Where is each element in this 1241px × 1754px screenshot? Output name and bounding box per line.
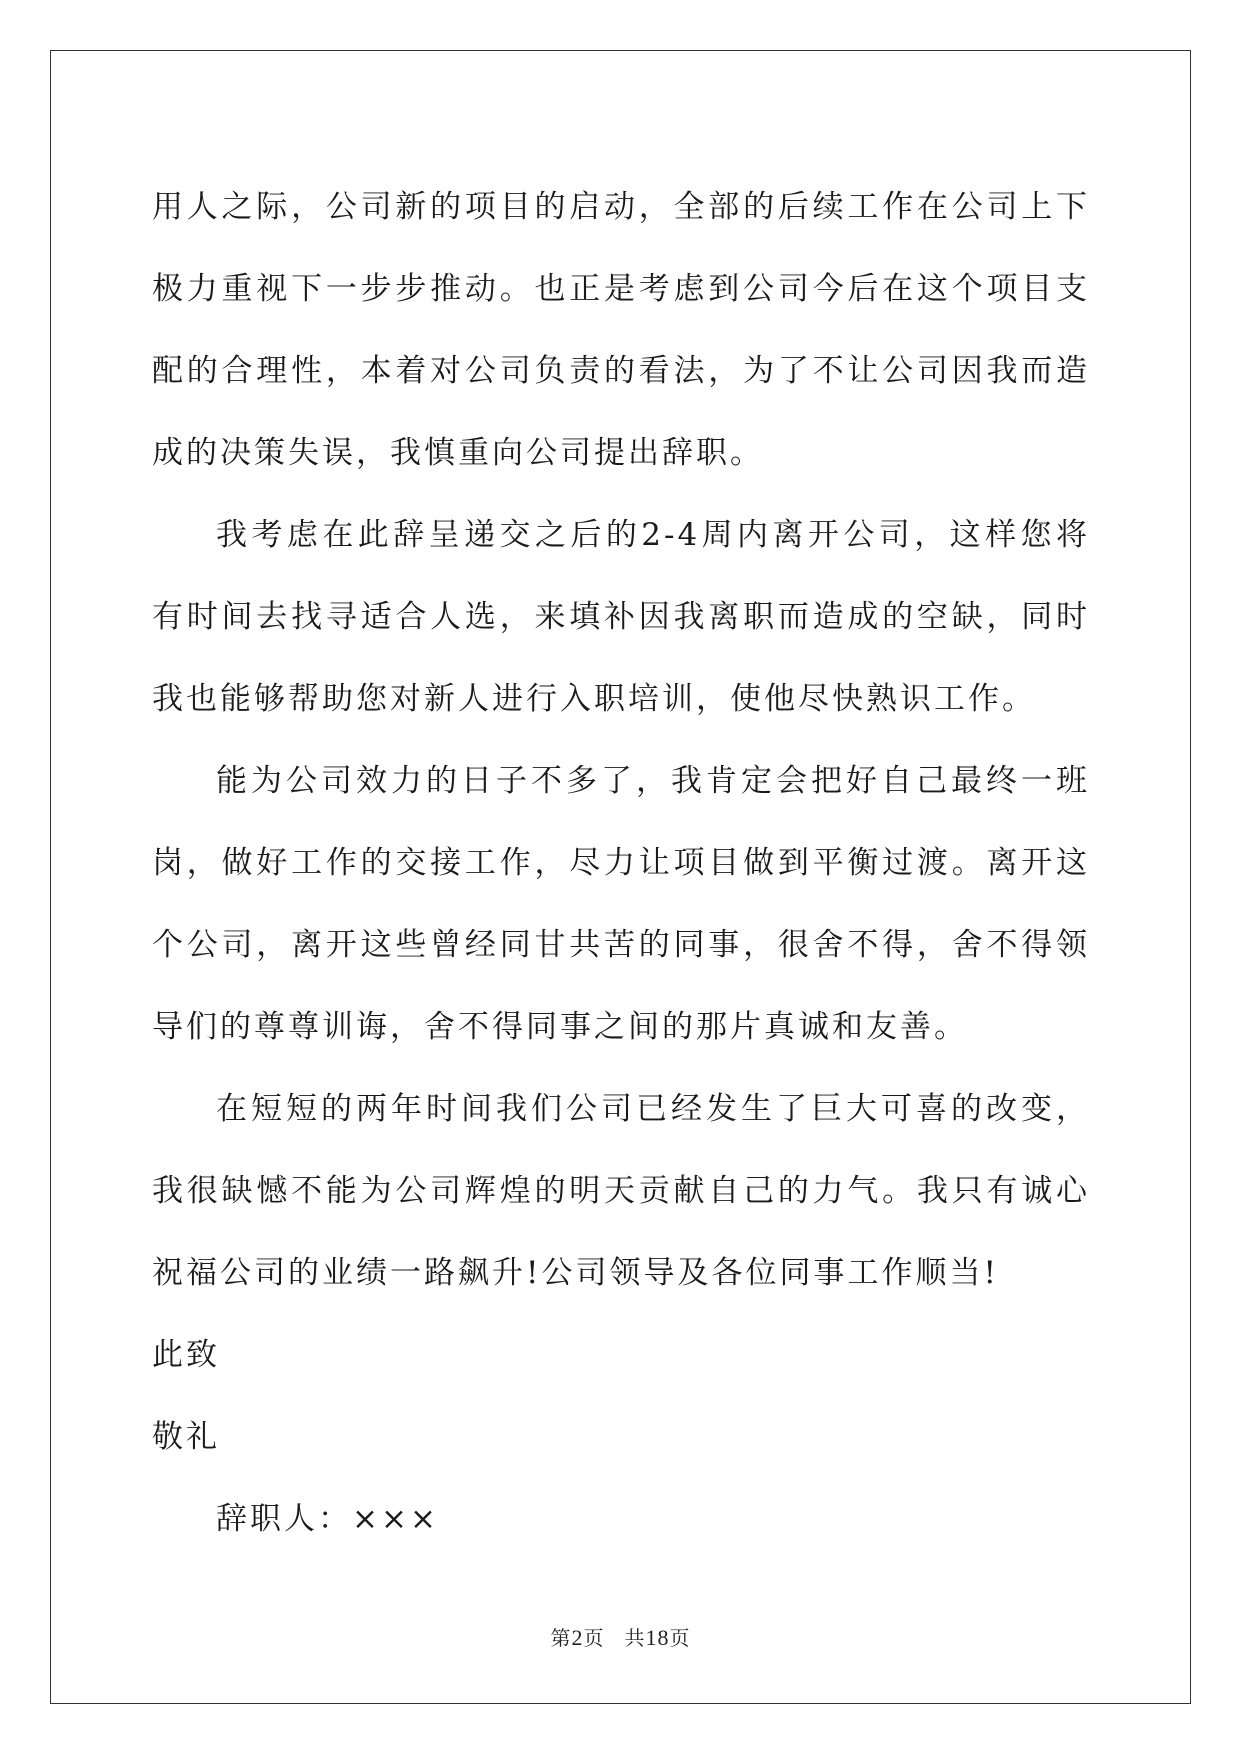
total-suffix: 页 bbox=[669, 1628, 691, 1650]
page-footer bbox=[0, 1622, 1241, 1651]
closing-salutation-2: 敬礼 bbox=[152, 1419, 220, 1455]
paragraph-2: 我考虑在此辞呈递交之后的2-4周内离开公司，这样您将有时间去找寻适合人选，来填补因我离职而造成的空缺，同时我也能够帮助您对新人进行入职培训，使他尽快熟识工作。 bbox=[152, 517, 1090, 717]
signature-line: 辞职人：××× bbox=[216, 1501, 439, 1537]
closing-salutation-1: 此致 bbox=[152, 1337, 220, 1373]
paragraph-4: 在短短的两年时间我们公司已经发生了巨大可喜的改变，我很缺憾不能为公司辉煌的明天贡献自己的力气。我只有诚心祝福公司的业绩一路飙升!公司领导及各位同事工作顺当! bbox=[152, 1091, 1090, 1291]
page-prefix: 第 bbox=[550, 1628, 572, 1650]
paragraph-3: 能为公司效力的日子不多了，我肯定会把好自己最终一班岗，做好工作的交接工作，尽力让项目做到平衡过渡。离开这个公司，离开这些曾经同甘共苦的同事，很舍不得，舍不得领导们的尊尊训诲，舍不得同事之间的那片真诚和友善。 bbox=[152, 763, 1090, 1045]
total-prefix: 共 bbox=[624, 1628, 646, 1650]
page-number: 2 bbox=[571, 1625, 584, 1650]
page-suffix: 页 bbox=[583, 1628, 605, 1650]
total-pages: 18 bbox=[645, 1625, 670, 1650]
paragraph-1: 用人之际，公司新的项目的启动，全部的后续工作在公司上下极力重视下一步步推动。也正是考虑到公司今后在这个项目支配的合理性，本着对公司负责的看法，为了不让公司因我而造成的决策失误，我慎重向公司提出辞职。 bbox=[152, 189, 1090, 471]
letter-body bbox=[152, 166, 1090, 1560]
